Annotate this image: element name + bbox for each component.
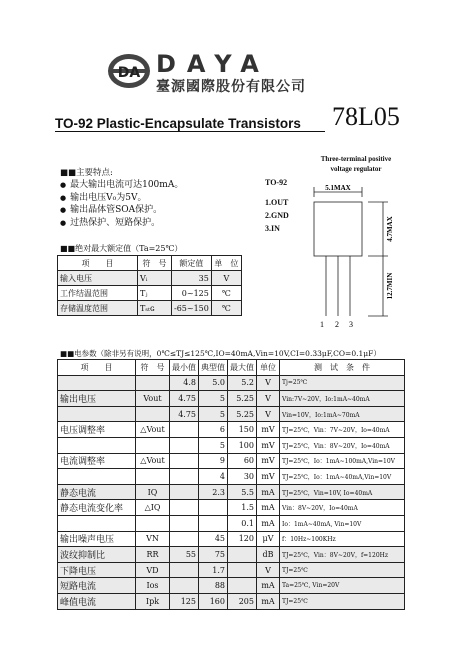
package-outline-diagram [290, 180, 400, 330]
feature-item: ● 过热保护、短路保护。 [60, 217, 183, 230]
header-cell: 项 目 [58, 256, 138, 271]
table-cell: 5 [199, 437, 228, 453]
param-name-cell [58, 469, 136, 485]
abs-max-table [57, 255, 242, 316]
table-cell: 4.75 [170, 406, 199, 422]
table-cell: V [257, 375, 280, 391]
table-cell: △Vout [136, 422, 170, 438]
electrical-table [57, 359, 405, 610]
table-cell: 6 [199, 422, 228, 438]
table-cell: mV [257, 422, 280, 438]
table-cell: VD [136, 562, 170, 578]
table-row [58, 453, 405, 469]
features-heading: ■■主要特点: [60, 168, 113, 178]
condition-cell: TJ=25℃，Io：1mA~100mA,Vin=10V [280, 453, 405, 469]
param-name-cell: 短路电流 [58, 578, 136, 594]
table-row [58, 271, 242, 286]
table-row [58, 375, 405, 391]
table-row [58, 515, 405, 531]
table-cell: mA [257, 500, 280, 516]
header-cell: 测 试 条 件 [280, 360, 405, 376]
table-cell: IQ [136, 484, 170, 500]
table-cell: 4.8 [170, 375, 199, 391]
table-header-row [58, 256, 242, 271]
table-cell: 100 [228, 437, 257, 453]
condition-cell: Vin：8V~20V，Io=40mA [280, 500, 405, 516]
table-cell [170, 562, 199, 578]
table-cell [199, 515, 228, 531]
table-header-row [58, 360, 405, 376]
table-cell: V [211, 271, 241, 286]
table-row [58, 531, 405, 547]
condition-cell: TJ=25℃，Vin：8V~20V，Io=40mA [280, 437, 405, 453]
table-cell: Vout [136, 391, 170, 407]
table-cell: RR [136, 547, 170, 563]
condition-cell: Vin=10V，Io:1mA~70mA [280, 406, 405, 422]
caption-line-1: Three-terminal positive [320, 155, 392, 163]
table-cell: 5 [199, 391, 228, 407]
pin-number-3: 3 [349, 320, 353, 329]
package-name: TO-92 [265, 178, 288, 187]
condition-cell: TJ=25℃，Vin=10V, Io=40mA [280, 484, 405, 500]
table-cell: 输入电压 [58, 271, 138, 286]
pin-item: 1.OUT [265, 198, 289, 207]
condition-cell: TJ=25℃，Io：1mA~40mA,Vin=10V [280, 469, 405, 485]
table-cell: 45 [199, 531, 228, 547]
param-name-cell: 输出噪声电压 [58, 531, 136, 547]
table-cell: mA [257, 578, 280, 594]
table-cell: 5.2 [228, 375, 257, 391]
table-cell: Vᵢ [138, 271, 172, 286]
pin-list [265, 196, 289, 235]
table-row [58, 562, 405, 578]
table-cell: Ipk [136, 593, 170, 609]
table-cell: 5.25 [228, 391, 257, 407]
table-row [58, 422, 405, 438]
table-cell [170, 484, 199, 500]
diagram-caption [300, 154, 412, 174]
param-name-cell: 下降电压 [58, 562, 136, 578]
document-title: TO-92 Plastic-Encapsulate Transistors [55, 116, 301, 131]
logo-letters: DA [117, 65, 141, 81]
table-cell: 1.5 [228, 500, 257, 516]
table-cell [136, 437, 170, 453]
table-cell: Tⱼ [138, 286, 172, 301]
condition-cell: Vin:7V~20V，Io:1mA~40mA [280, 391, 405, 407]
condition-cell: TJ=25℃ [280, 593, 405, 609]
condition-cell: Tj=25℃ [280, 375, 405, 391]
param-name-cell [58, 406, 136, 422]
header-cell: 最小值 [170, 360, 199, 376]
param-name-cell: 波纹抑制比 [58, 547, 136, 563]
table-cell: 5.25 [228, 406, 257, 422]
table-row [58, 437, 405, 453]
table-row [58, 301, 242, 316]
table-cell: VN [136, 531, 170, 547]
electrical-heading: ■■电参数（除非另有说明，0℃≤TJ≤125℃,IO=40mA,Vin=10V,CI=0.33μF,CO=0.1μF） [60, 349, 381, 358]
company-logo [107, 53, 151, 89]
table-cell: 60 [228, 453, 257, 469]
table-cell: ℃ [211, 286, 241, 301]
table-row [58, 406, 405, 422]
table-cell: △Vout [136, 453, 170, 469]
table-row [58, 286, 242, 301]
table-row [58, 578, 405, 594]
dim-width-label: 5.1MAX [325, 184, 351, 192]
table-cell: V [257, 391, 280, 407]
table-cell: △IQ [136, 500, 170, 516]
brand-name: DAYA [156, 50, 270, 78]
feature-item: ● 最大输出电流可达100mA。 [60, 179, 183, 192]
table-row [58, 593, 405, 609]
table-cell: 150 [228, 422, 257, 438]
condition-cell: TJ=25℃，Vin：7V~20V，Io=40mA [280, 422, 405, 438]
caption-line-2: voltage regulator [330, 165, 382, 173]
table-cell: 35 [172, 271, 212, 286]
pin-item: 3.IN [265, 224, 280, 233]
table-cell [170, 578, 199, 594]
header-cell: 最大值 [228, 360, 257, 376]
table-cell: 55 [170, 547, 199, 563]
table-cell: mV [257, 469, 280, 485]
table-cell: 160 [199, 593, 228, 609]
table-cell: mA [257, 484, 280, 500]
table-cell: μV [257, 531, 280, 547]
header-cell: 符 号 [138, 256, 172, 271]
table-cell: 120 [228, 531, 257, 547]
condition-cell: f：10Hz~100KHz [280, 531, 405, 547]
table-cell [170, 500, 199, 516]
param-name-cell: 静态电流变化率 [58, 500, 136, 516]
abs-max-heading: ■■绝对最大额定值（Ta=25℃） [60, 244, 183, 253]
table-cell: 4.75 [170, 391, 199, 407]
table-row [58, 469, 405, 485]
table-cell: 205 [228, 593, 257, 609]
param-name-cell [58, 437, 136, 453]
part-number: 78L05 [332, 102, 400, 131]
header-cell: 符 号 [136, 360, 170, 376]
table-cell: 88 [199, 578, 228, 594]
table-cell [170, 453, 199, 469]
table-cell [228, 578, 257, 594]
table-cell: 5.5 [228, 484, 257, 500]
table-cell: Ios [136, 578, 170, 594]
table-cell [170, 469, 199, 485]
table-cell: 0~125 [172, 286, 212, 301]
param-name-cell: 峰值电流 [58, 593, 136, 609]
table-cell [170, 515, 199, 531]
table-cell: 存储温度范围 [58, 301, 138, 316]
header-cell: 单位 [257, 360, 280, 376]
title-underline [55, 131, 325, 132]
table-cell: mV [257, 453, 280, 469]
table-cell: 125 [170, 593, 199, 609]
table-row [58, 484, 405, 500]
table-cell [170, 422, 199, 438]
table-cell [199, 500, 228, 516]
table-cell [136, 515, 170, 531]
table-cell: 1.7 [199, 562, 228, 578]
table-cell: 0.1 [228, 515, 257, 531]
table-cell: 2.3 [199, 484, 228, 500]
table-cell: mA [257, 593, 280, 609]
header-cell: 典型值 [199, 360, 228, 376]
table-row [58, 547, 405, 563]
table-cell [136, 406, 170, 422]
table-cell: 工作结温范围 [58, 286, 138, 301]
param-name-cell [58, 515, 136, 531]
table-cell: 5 [199, 406, 228, 422]
table-cell [136, 469, 170, 485]
condition-cell: Io：1mA~40mA, Vin=10V [280, 515, 405, 531]
param-name-cell [58, 375, 136, 391]
param-name-cell: 电压调整率 [58, 422, 136, 438]
feature-item: ● 输出电压V₀为5V。 [60, 192, 183, 205]
condition-cell: Ta=25℃, Vin=20V [280, 578, 405, 594]
features-list [60, 179, 183, 229]
table-cell: 9 [199, 453, 228, 469]
table-cell: dB [257, 547, 280, 563]
condition-cell: TJ=25℃ [280, 562, 405, 578]
header-cell: 额定值 [172, 256, 212, 271]
pin-number-1: 1 [320, 320, 324, 329]
table-row [58, 391, 405, 407]
table-cell: V [257, 562, 280, 578]
header-cell: 项 目 [58, 360, 136, 376]
pin-item: 2.GND [265, 211, 289, 220]
param-name-cell: 静态电流 [58, 484, 136, 500]
table-cell [136, 375, 170, 391]
table-cell: 4 [199, 469, 228, 485]
header-cell: 单 位 [211, 256, 241, 271]
dim-lead-label: 12.7MIN [386, 272, 394, 300]
dim-height-label: 4.7MAX [386, 216, 394, 242]
table-cell: -65~150 [172, 301, 212, 316]
table-cell: mV [257, 437, 280, 453]
table-cell: ℃ [211, 301, 241, 316]
pin-number-2: 2 [335, 320, 339, 329]
table-cell: 75 [199, 547, 228, 563]
table-cell [228, 562, 257, 578]
feature-item: ● 输出晶体管SOA保护。 [60, 204, 183, 217]
table-row [58, 500, 405, 516]
param-name-cell: 输出电压 [58, 391, 136, 407]
table-cell [170, 437, 199, 453]
table-cell: Tₛₜɢ [138, 301, 172, 316]
table-cell [170, 531, 199, 547]
brand-chinese-name: 臺源國際股份有限公司 [156, 79, 306, 95]
table-cell [228, 547, 257, 563]
table-cell: V [257, 406, 280, 422]
condition-cell: TJ=25℃，Vin：8V~20V，f=120Hz [280, 547, 405, 563]
table-cell: mA [257, 515, 280, 531]
table-cell: 30 [228, 469, 257, 485]
param-name-cell: 电流调整率 [58, 453, 136, 469]
table-cell: 5.0 [199, 375, 228, 391]
